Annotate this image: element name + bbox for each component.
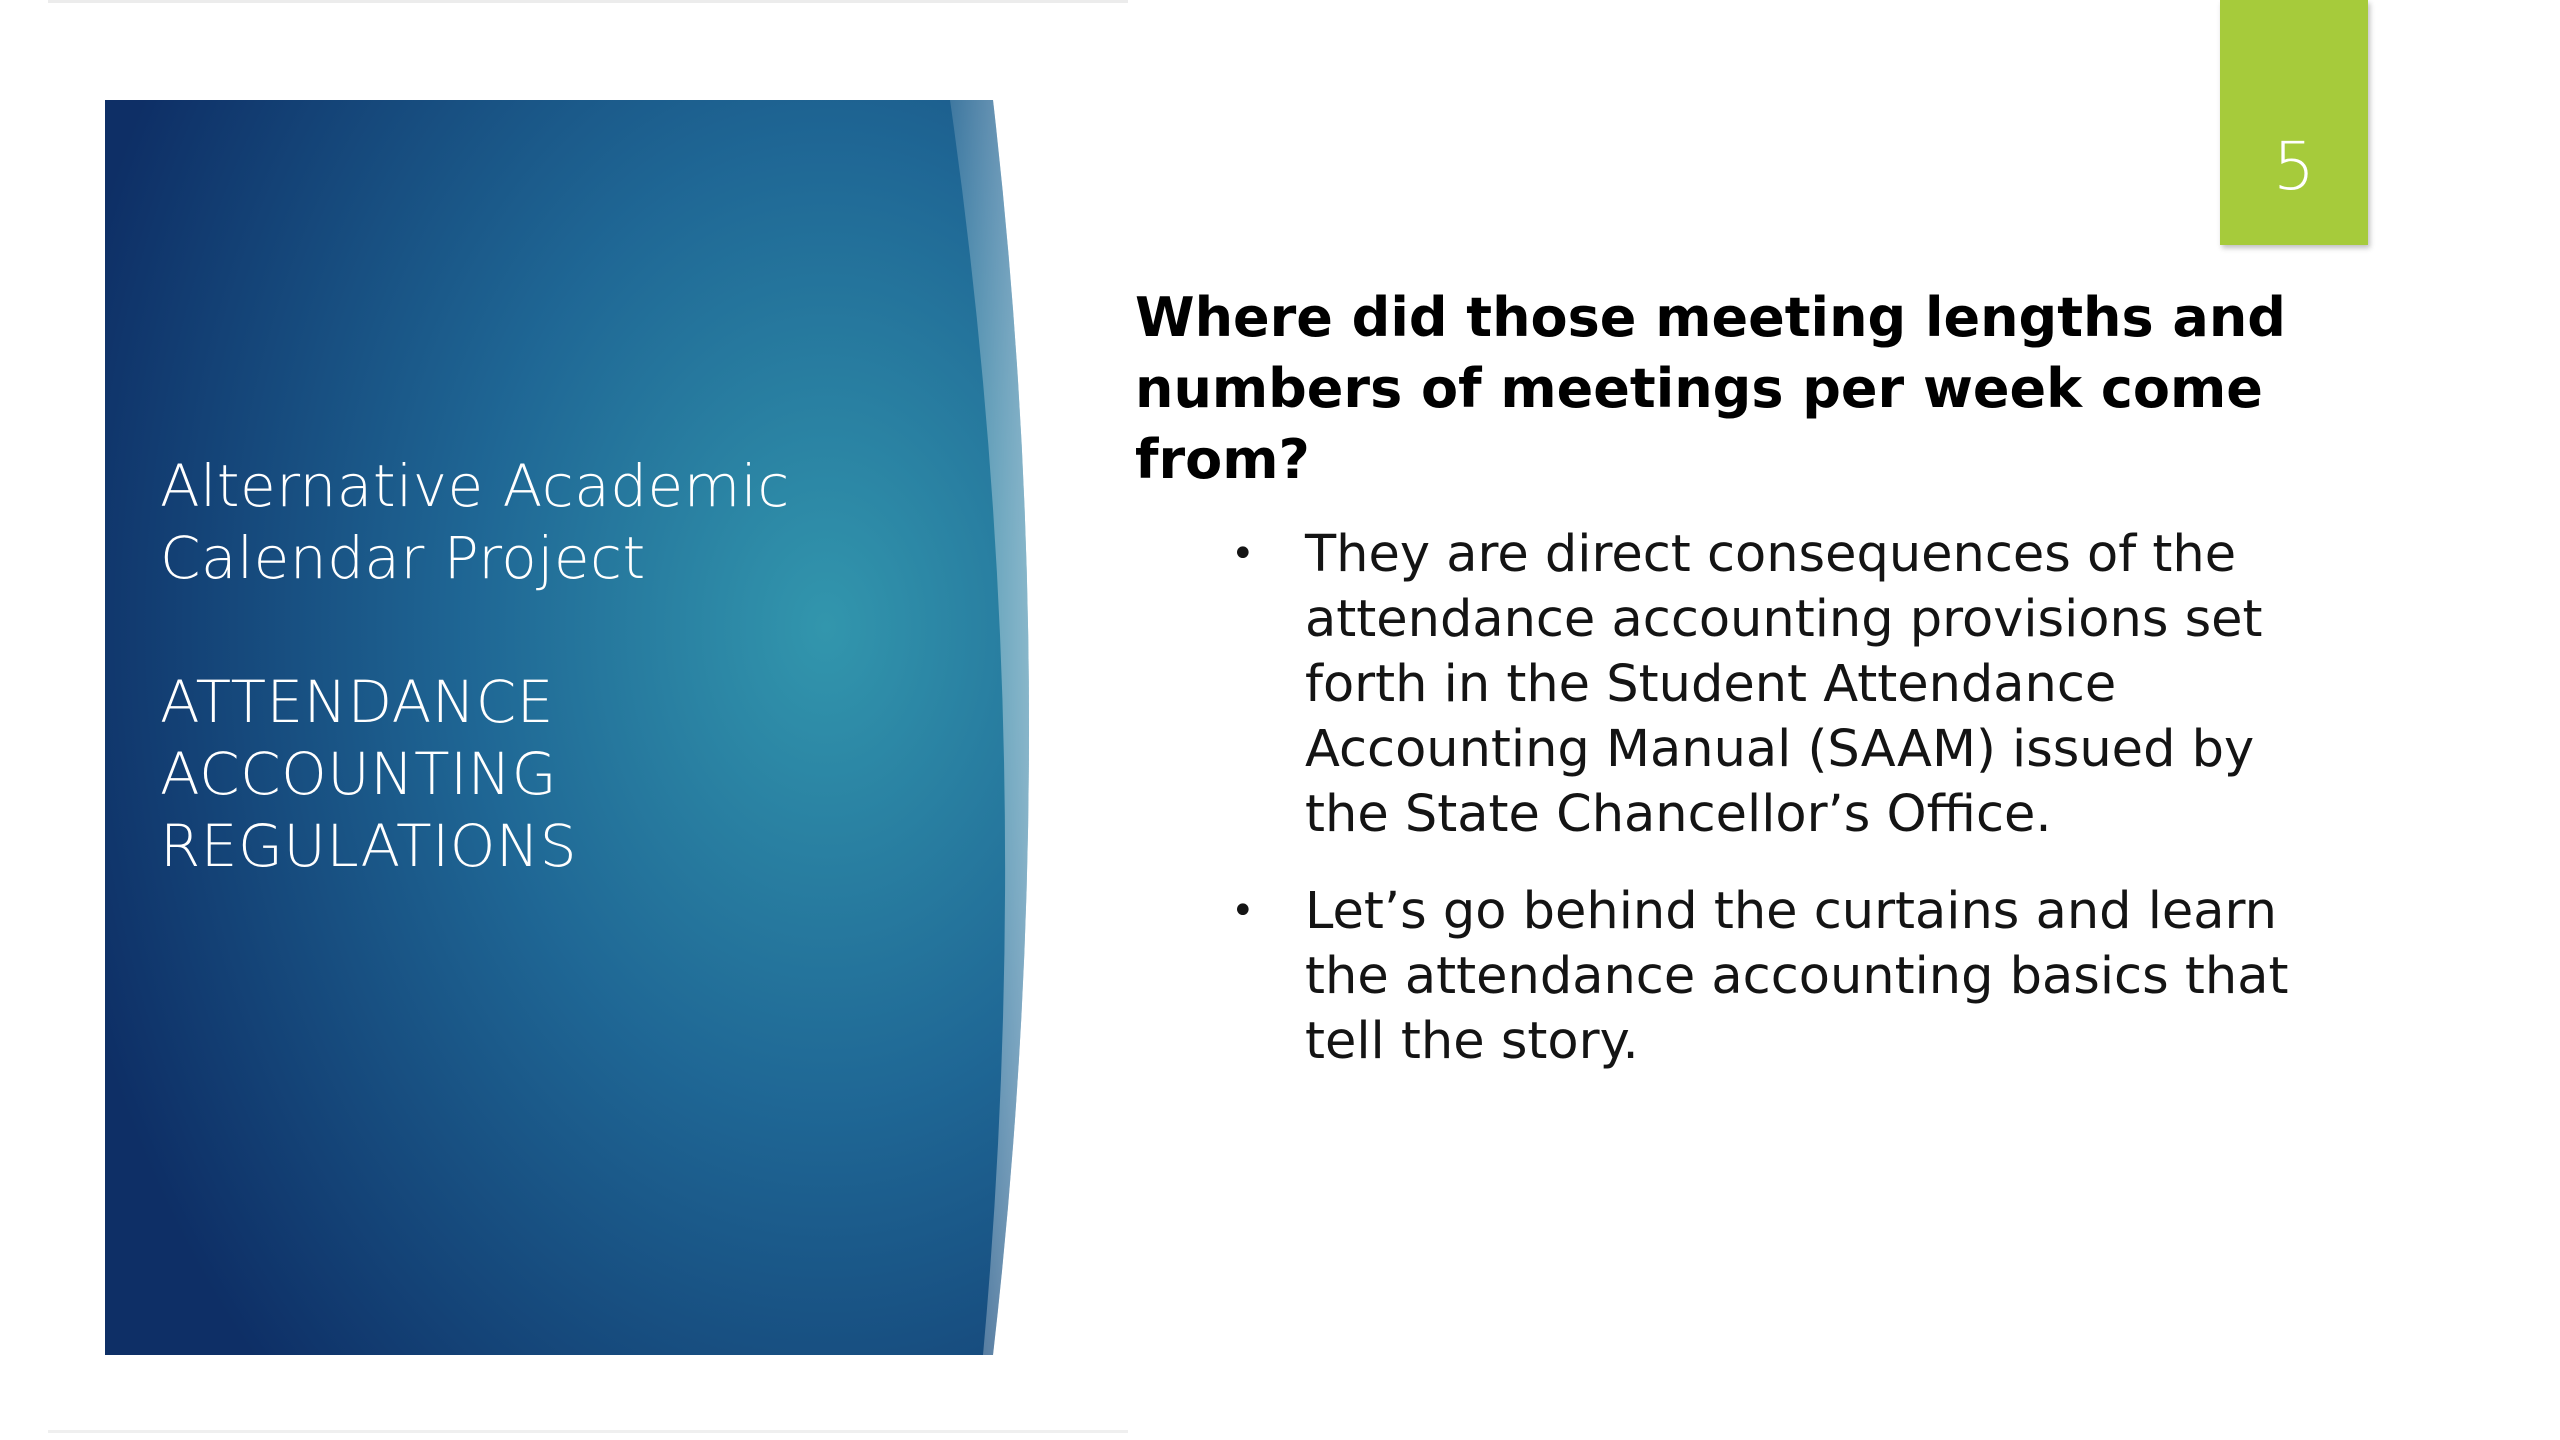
top-divider bbox=[48, 0, 1128, 3]
bottom-divider bbox=[48, 1430, 1128, 1433]
panel-subtitle-line-2: ACCOUNTING bbox=[160, 740, 558, 808]
panel-subtitle-line-1: ATTENDANCE bbox=[160, 668, 554, 736]
slide-number: 5 bbox=[2273, 128, 2315, 205]
list-item bbox=[1225, 522, 2340, 847]
panel-subtitle-line-3: REGULATIONS bbox=[160, 812, 578, 880]
panel-title-line-1: Alternative Academic bbox=[160, 452, 790, 520]
bullet-text: Let’s go behind the curtains and learn the attendance accounting basics that tell the story. bbox=[1305, 882, 2289, 1071]
bullet-text: They are direct consequences of the attendance accounting provisions set forth in the Student Attendance Accounting Manual (SAAM) issued by the State Chancellor’s Office. bbox=[1305, 525, 2263, 844]
bullet-list bbox=[1225, 522, 2340, 1106]
panel-title-block bbox=[160, 450, 880, 882]
panel-title-spacer bbox=[160, 594, 880, 666]
bullet-icon: • bbox=[1231, 888, 1255, 934]
slide-heading: Where did those meeting lengths and numbers of meetings per week come from? bbox=[1135, 286, 2286, 491]
slide-number-badge bbox=[2220, 0, 2368, 245]
panel-title-line-2: Calendar Project bbox=[160, 524, 646, 592]
bullet-icon: • bbox=[1231, 531, 1255, 577]
list-item bbox=[1225, 879, 2340, 1074]
